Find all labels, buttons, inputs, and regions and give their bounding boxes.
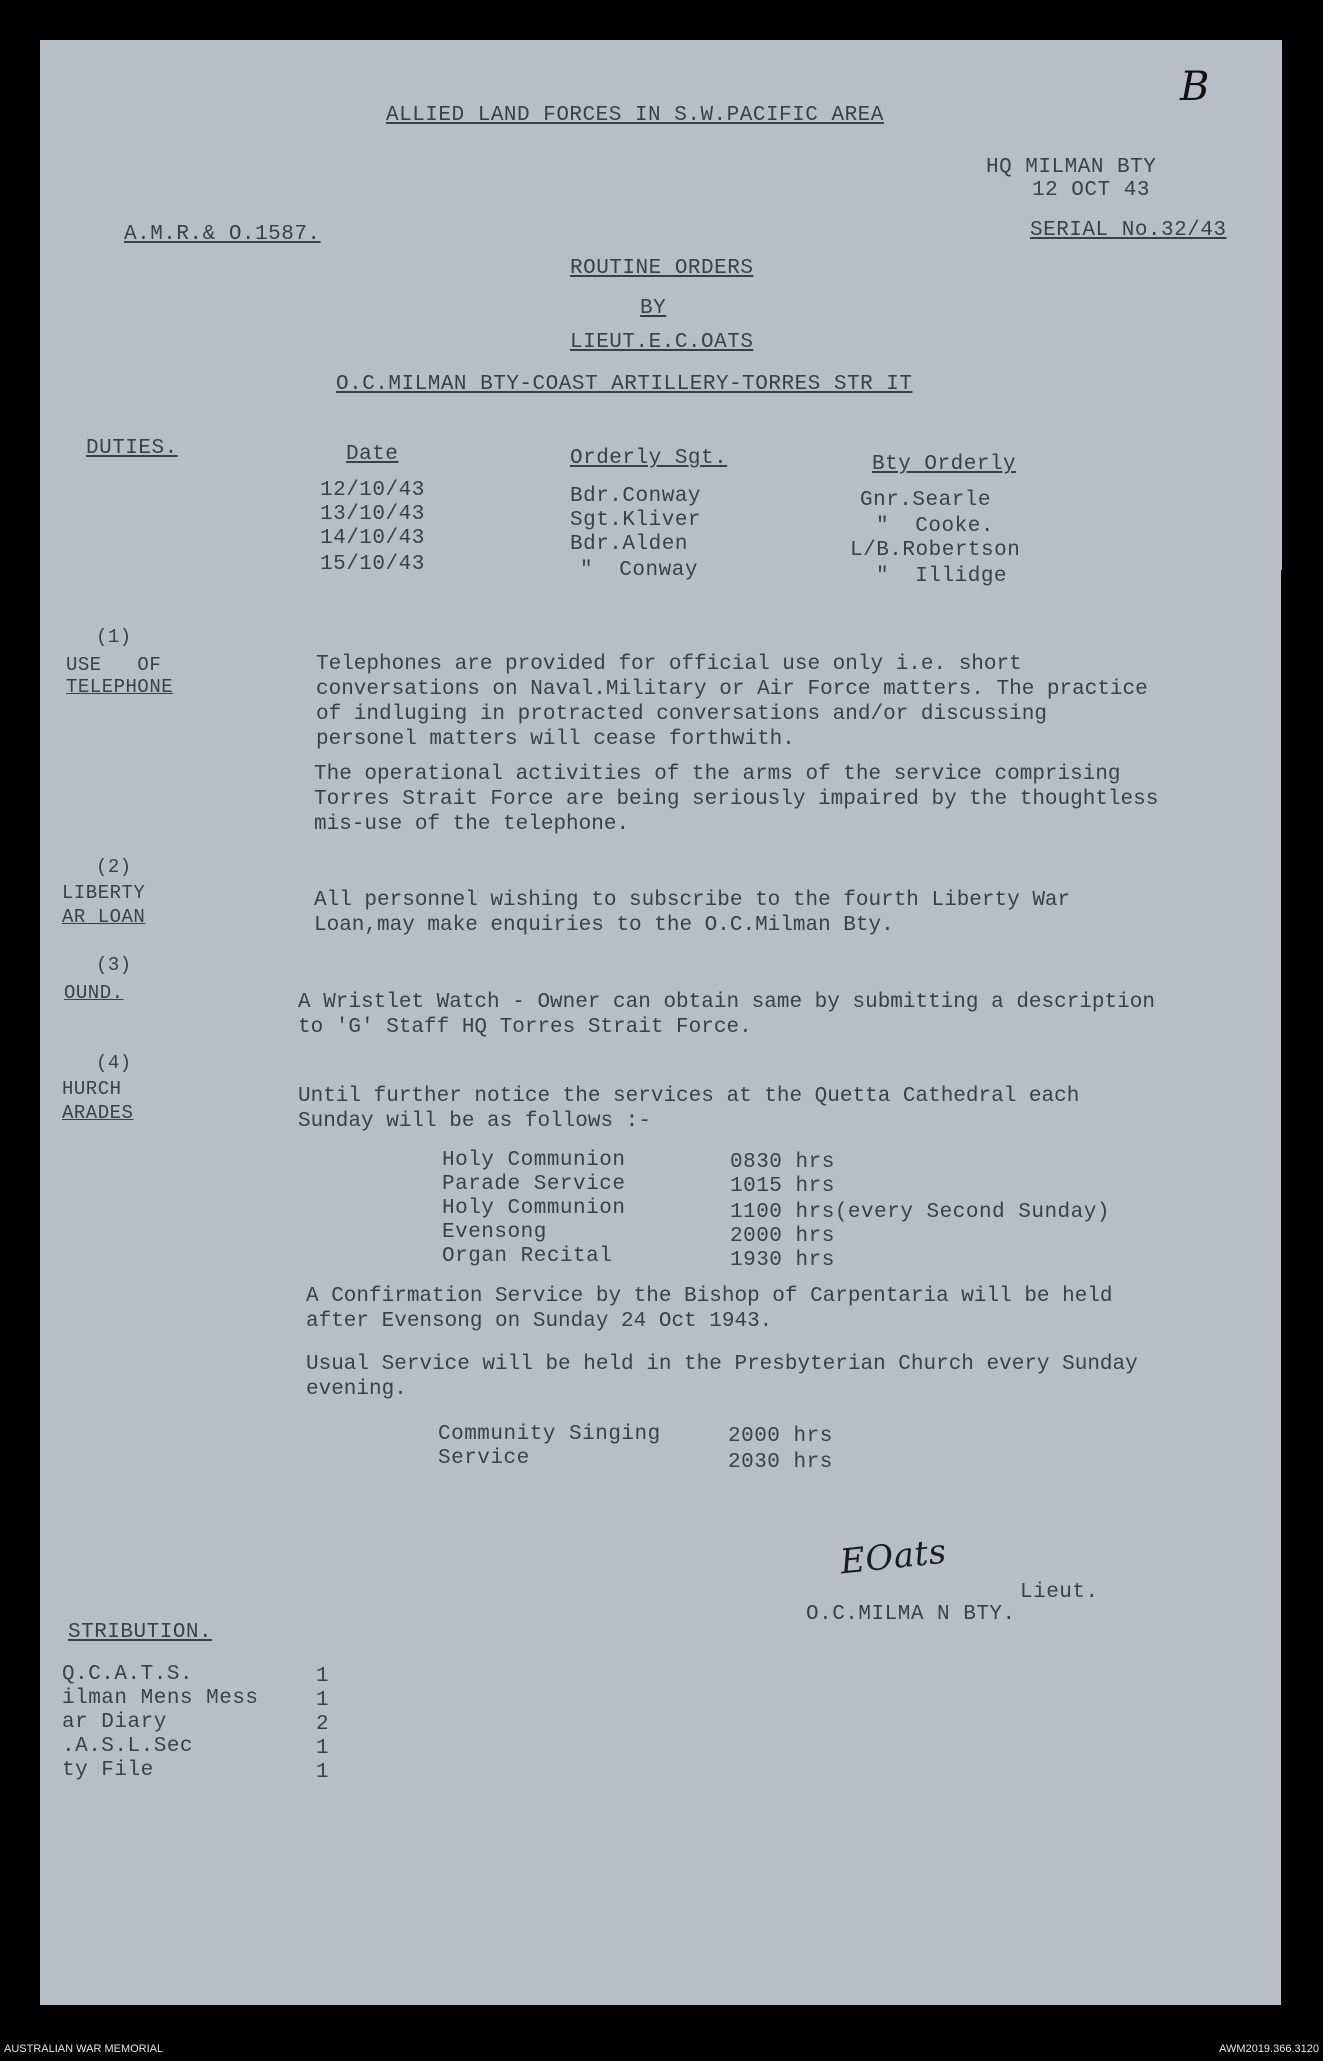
distribution-item: ilman Mens Mess — [62, 1687, 259, 1710]
table-cell: Bdr.Alden — [570, 533, 688, 556]
distribution-item: Q.C.A.T.S. — [62, 1663, 194, 1686]
section3-paragraph: A Wristlet Watch - Owner can obtain same by submitting a description to 'G' Staff HQ Torres Strait Force. — [298, 991, 1155, 1039]
section4-number: (4) — [96, 1052, 132, 1074]
serial-number: SERIAL No.32/43 — [1030, 219, 1227, 242]
table-cell: Sgt.Kliver — [570, 509, 702, 532]
section2-title-a: LIBERTY — [62, 882, 146, 904]
service-name: Evensong — [442, 1221, 547, 1244]
unit-title: O.C.MILMAN BTY-COAST ARTILLERY-TORRES STR IT — [336, 373, 913, 396]
evening-time: 2030 hrs — [728, 1451, 833, 1474]
duties-header-sgt: Orderly Sgt. — [570, 447, 728, 470]
section1-paragraph2: The operational activities of the arms of the service comprising Torres Strait Force are being seriously impaired by the thoughtless mis-use of the telephone. — [314, 763, 1159, 836]
table-cell: " Conway — [580, 559, 698, 582]
section1-title-a: USE OF — [66, 654, 162, 676]
section2-title-b: AR LOAN — [62, 906, 146, 928]
page-mark-b: B — [1180, 64, 1210, 110]
section4-paragraph1: Until further notice the services at the Quetta Cathedral each Sunday will be as follows :- — [298, 1085, 1080, 1133]
reference-number: A.M.R.& O.1587. — [124, 223, 321, 246]
evening-time: 2000 hrs — [728, 1425, 833, 1448]
table-cell: Bdr.Conway — [570, 485, 702, 508]
evening-item: Service — [438, 1447, 530, 1470]
table-cell: Gnr.Searle — [860, 489, 992, 512]
table-cell: 12/10/43 — [320, 479, 425, 502]
top-title: ALLIED LAND FORCES IN S.W.PACIFIC AREA — [386, 104, 884, 127]
routine-orders-title: ROUTINE ORDERS — [570, 257, 754, 280]
distribution-count: 2 — [316, 1713, 330, 1736]
distribution-label: STRIBUTION. — [68, 1621, 213, 1644]
footer-left: AUSTRALIAN WAR MEMORIAL — [4, 2043, 164, 2055]
section4-paragraph2: A Confirmation Service by the Bishop of Carpentaria will be held after Evensong on Sunday 24 Oct 1943. — [306, 1285, 1113, 1333]
distribution-item: .A.S.L.Sec — [62, 1735, 194, 1758]
service-name: Holy Communion — [442, 1149, 626, 1172]
by-line: BY — [640, 297, 667, 320]
section2-number: (2) — [96, 856, 132, 878]
table-cell: 15/10/43 — [320, 553, 425, 576]
duties-header-orderly: Bty Orderly — [872, 453, 1017, 476]
section1-paragraph1: Telephones are provided for official use only i.e. short conversations on Naval.Military or Air Force matters. The practice of indluging in protracted conversations and/or discussing personel matters will cease forthwith. — [316, 653, 1148, 751]
service-time: 1015 hrs — [730, 1175, 835, 1198]
distribution-item: ty File — [62, 1759, 154, 1782]
service-time: 1100 hrs(every Second Sunday) — [730, 1201, 1110, 1224]
service-time: 0830 hrs — [730, 1151, 835, 1174]
distribution-count: 1 — [316, 1761, 330, 1784]
section4-paragraph3: Usual Service will be held in the Presbyterian Church every Sunday evening. — [306, 1353, 1138, 1401]
section4-title-a: HURCH — [62, 1078, 122, 1100]
section3-number: (3) — [96, 954, 132, 976]
scan-edge — [1281, 570, 1323, 2040]
table-cell: 13/10/43 — [320, 503, 425, 526]
section1-number: (1) — [96, 626, 132, 648]
signature-title: O.C.MILMA N BTY. — [806, 1603, 1016, 1626]
table-cell: " Cooke. — [876, 515, 994, 538]
distribution-count: 1 — [316, 1689, 330, 1712]
distribution-count: 1 — [316, 1737, 330, 1760]
section1-title-b: TELEPHONE — [66, 676, 174, 698]
distribution-count: 1 — [316, 1665, 330, 1688]
service-name: Parade Service — [442, 1173, 626, 1196]
signature-rank: Lieut. — [1020, 1581, 1099, 1604]
table-cell: L/B.Robertson — [850, 539, 1021, 562]
service-time: 1930 hrs — [730, 1249, 835, 1272]
service-time: 2000 hrs — [730, 1225, 835, 1248]
hq-line1: HQ MILMAN BTY — [986, 156, 1157, 179]
evening-item: Community Singing — [438, 1423, 661, 1446]
duties-header-date: Date — [346, 443, 399, 466]
footer-right: AWM2019.366.3120 — [1219, 2043, 1319, 2055]
table-cell: 14/10/43 — [320, 527, 425, 550]
hq-line2: 12 OCT 43 — [1032, 179, 1150, 202]
table-cell: " Illidge — [876, 565, 1008, 588]
section2-paragraph: All personnel wishing to subscribe to the fourth Liberty War Loan,may make enquiries to the O.C.Milman Bty. — [314, 889, 1071, 937]
service-name: Holy Communion — [442, 1197, 626, 1220]
section3-title: OUND. — [64, 982, 124, 1004]
duties-label: DUTIES. — [86, 437, 178, 460]
distribution-item: ar Diary — [62, 1711, 167, 1734]
section4-title-b: ARADES — [62, 1102, 134, 1124]
service-name: Organ Recital — [442, 1245, 613, 1268]
signature: EOats — [838, 1531, 949, 1583]
officer-name: LIEUT.E.C.OATS — [570, 331, 754, 354]
